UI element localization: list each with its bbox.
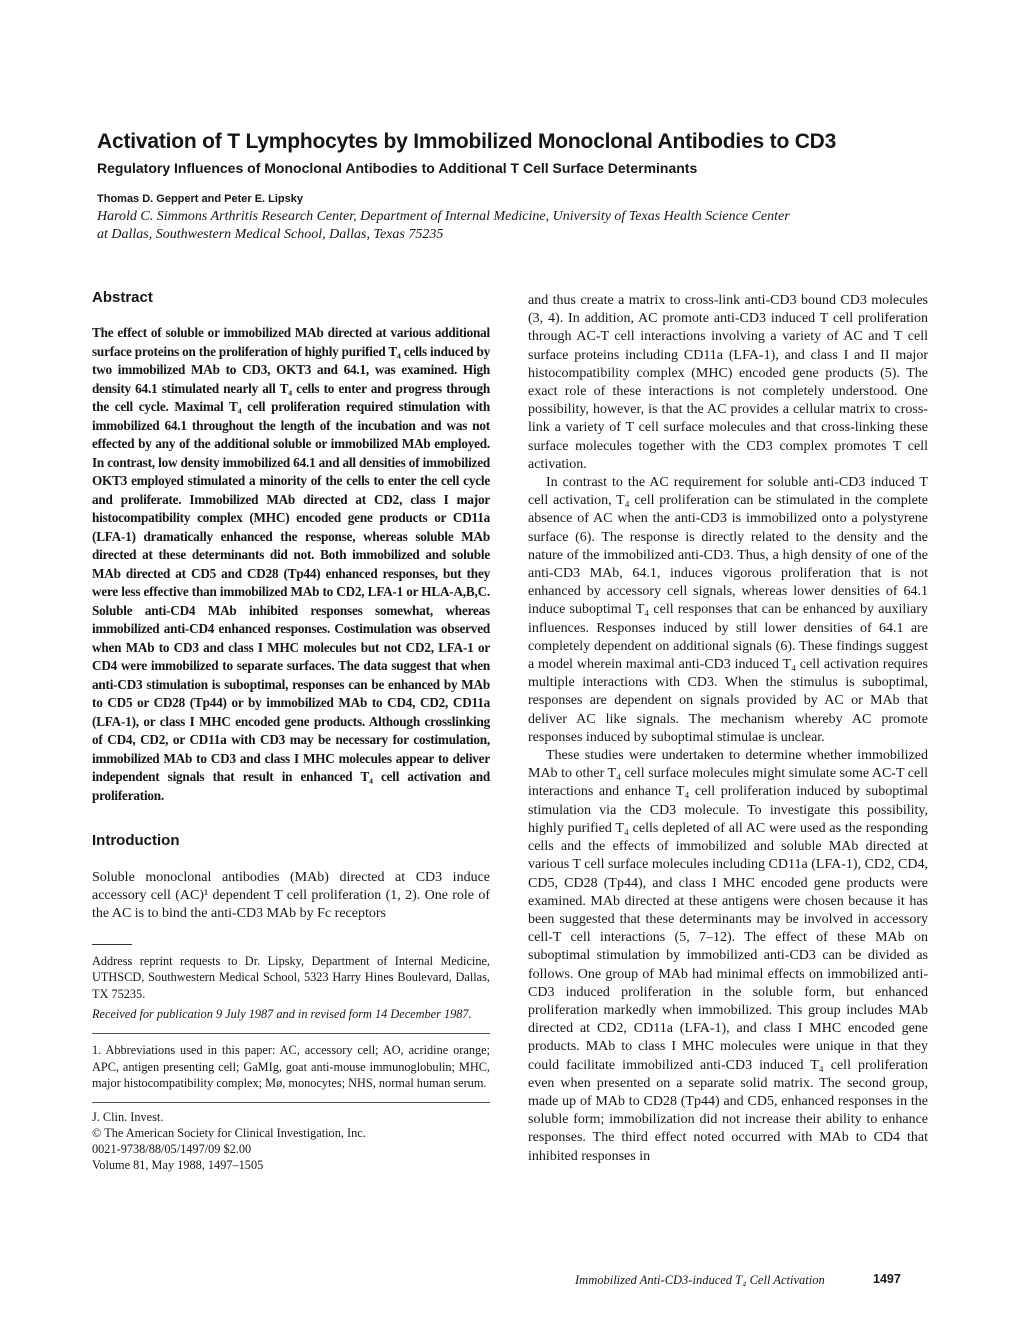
article-subtitle: Regulatory Influences of Monoclonal Antibodies to Additional T Cell Surface Determinants [97, 160, 698, 176]
abstract-text: The effect of soluble or immobilized MAb directed at various additional surface proteins on the proliferation of highly purified T₄ cells induced by two immobilized MAb to CD3, OKT3 and 64.1, was examined. High density 64.1 stimulated nearly all T₄ cells to enter and progress through the cell cycle. Maximal T₄ cell proliferation required stimulation with immobilized 64.1 throughout the length of the incubation and was not effected by any of the additional soluble or immobilized MAb employed. In contrast, low density immobilized 64.1 and all densities of immobilized OKT3 employed stimulated a minority of the cells to enter the cell cycle and proliferate. Immobilized MAb directed at CD2, class I major histocompatibility complex (MHC) encoded gene products or CD11a (LFA-1) dramatically enhanced the response, whereas soluble MAb directed at these determinants did not. Both immobilized and soluble MAb directed at CD5 and CD28 (Tp44) enhanced responses, but they were less effective than immobilized MAb to CD2, LFA-1 or HLA-A,B,C. Soluble anti-CD4 MAb inhibited responses somewhat, whereas immobilized anti-CD4 enhanced responses. Costimulation was observed when MAb to CD3 and class I MHC molecules but not CD2, LFA-1 or CD4 were immobilized to separate surfaces. The data suggest that when anti-CD3 stimulation is suboptimal, responses can be enhanced by MAb to CD5 or CD28 (Tp44) or by immobilized MAb to CD4, CD2, CD11a (LFA-1), or class I MHC encoded gene products. Although crosslinking of CD4, CD2, or CD11a with CD3 may be necessary for costimulation, immobilized MAb to CD3 and class I MHC molecules appear to deliver independent signals that result in enhanced T₄ cell activation and proliferation. [92, 325, 490, 803]
footnote-received-dates: Received for publication 9 July 1987 and in revised form 14 December 1987. [92, 1007, 472, 1022]
journal-name: J. Clin. Invest. [92, 1109, 164, 1124]
authors: Thomas D. Geppert and Peter E. Lipsky [97, 193, 303, 205]
copyright-line: © The American Society for Clinical Investigation, Inc. [92, 1125, 366, 1140]
journal-code: 0021-9738/88/05/1497/09 $2.00 [92, 1141, 252, 1156]
introduction-continuation: and thus create a matrix to cross-link anti-CD3 bound CD3 molecules (3, 4). In addition, AC promote anti-CD3 induced T cell proliferation through AC-T cell interactions involving a variety of AC and T cell surface proteins including CD11a (LFA-1), and class I and II major histocompatibility complex (MHC) encoded gene products (5). The exact role of these interactions is not completely understood. One possibility, however, is that the AC provides a cellular matrix to cross-link a variety of T cell surface molecules and that cross-linking these surface molecules together with the CD3 complex promotes T cell activation. [528, 293, 928, 472]
footnote-reprint-address: Address reprint requests to Dr. Lipsky, Department of Internal Medicine, UTHSCD, Southwestern Medical School, 5323 Harry Hines Boulevard, Dallas, TX 75235. [92, 953, 490, 1001]
affiliation: Harold C. Simmons Arthritis Research Center, Department of Internal Medicine, University of Texas Health Science Center at Dallas, Southwestern Medical School, Dallas, Texas 75235 [97, 209, 790, 242]
abstract-heading: Abstract [92, 289, 153, 306]
introduction-paragraph-2: In contrast to the AC requirement for soluble anti-CD3 induced T cell activation, T₄ cell proliferation can be stimulated in the complete absence of AC when the anti-CD3 is immobilized onto a polystyrene surface (6). The response is directly related to the density and the nature of the immobilized anti-CD3. Thus, a high density of one of the anti-CD3 MAb, 64.1, induces vigorous proliferation that is not enhanced by accessory cell signals, whereas lower densities of 64.1 induce suboptimal T₄ cell responses that can be enhanced by auxiliary influences. Responses induced by still lower densities of 64.1 are completely dependent on additional signals (6). These findings suggest a model wherein maximal anti-CD3 induced T₄ cell activation requires multiple interactions with CD3. When the stimulus is suboptimal, responses are dependent on signals provided by AC or MAb that deliver AC like signals. The mechanism whereby AC promote responses induced by suboptimal stimulae is unclear. [528, 475, 928, 745]
running-title: Immobilized Anti-CD3-induced T₄ Cell Activation [575, 1273, 825, 1287]
journal-info [92, 1109, 490, 1173]
footnote-abbreviations: 1. Abbreviations used in this paper: AC, accessory cell; AO, acridine orange; APC, antigen presenting cell; GaMIg, goat anti-mouse immunoglobulin; MHC, major histocompatibility complex; Mø, monocytes; NHS, normal human serum. [92, 1042, 490, 1091]
footnote-rule [92, 944, 132, 945]
journal-info-divider [92, 1102, 490, 1103]
introduction-heading: Introduction [92, 832, 180, 849]
introduction-paragraph-3: These studies were undertaken to determine whether immobilized MAb to other T₄ cell surface molecules might simulate some AC-T cell interactions and enhance T₄ cell proliferation induced by suboptimal stimulation via the CD3 molecule. To investigate this possibility, highly purified T₄ cells depleted of all AC were used as the responding cells and the effects of immobilized and soluble MAb directed at various T cell surface molecules including CD11a (LFA-1), CD2, CD4, CD5, CD28 (Tp44), and class I MHC encoded gene products were examined. MAb directed at these antigens were chosen because it has been suggested that these determinants may be involved in accessory cell-T cell interactions (5, 7–12). The effect of these MAb on suboptimal stimulation by immobilized anti-CD3 can be divided as follows. One group of MAb had minimal effects on immobilized anti-CD3 induced proliferation in the soluble form, but enhanced proliferation markedly when immobilized. This group includes MAb directed at CD2, CD11a (LFA-1), and class I MHC encoded gene products. MAb to class I MHC molecules were unique in that they could facilitate immobilized anti-CD3 induced T₄ cell proliferation even when presented on a separate solid matrix. The second group, made up of MAb to CD28 (Tp44) and CD5, enhanced responses in the soluble form; immobilization did not increase their ability to enhance responses. The third effect noted occurred with MAb to CD4 that inhibited responses in [528, 748, 928, 1164]
right-column [528, 292, 928, 1166]
article-title: Activation of T Lymphocytes by Immobilized Monoclonal Antibodies to CD3 [97, 130, 837, 153]
introduction-opening-paragraph: Soluble monoclonal antibodies (MAb) directed at CD3 induce accessory cell (AC)¹ dependent T cell proliferation (1, 2). One role of the AC is to bind the anti-CD3 MAb by Fc receptors [92, 870, 490, 922]
article-header [97, 128, 927, 244]
journal-volume: Volume 81, May 1988, 1497–1505 [92, 1157, 264, 1172]
page-number: 1497 [873, 1272, 901, 1286]
left-column [92, 288, 490, 1173]
footnote-divider [92, 1033, 490, 1034]
